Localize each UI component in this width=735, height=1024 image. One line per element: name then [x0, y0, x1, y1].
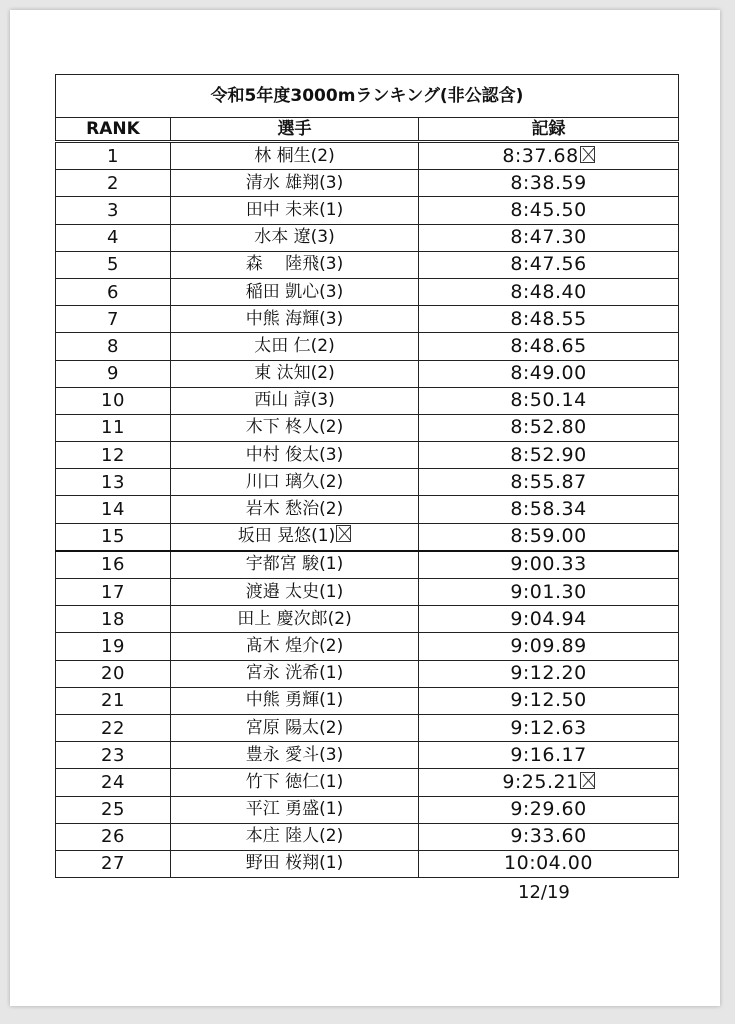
- record-cell: [419, 333, 679, 360]
- athlete-cell: [171, 496, 419, 523]
- athlete-name: 清水 雄翔(3): [245, 172, 344, 193]
- record-time: 9:12.20: [510, 662, 587, 685]
- record-cell: [419, 523, 679, 551]
- athlete-name: 竹下 徳仁(1): [245, 771, 344, 792]
- athlete-name: 中熊 勇輝(1): [245, 690, 344, 711]
- athlete-name: 太田 仁(2): [254, 335, 335, 356]
- rank-cell: 22: [56, 714, 171, 741]
- athlete-cell: [171, 579, 419, 606]
- record-cell: [419, 170, 679, 197]
- rank-cell: 11: [56, 414, 171, 441]
- record-cell: [419, 850, 679, 877]
- athlete-cell: [171, 796, 419, 823]
- table-row: [56, 197, 679, 224]
- athlete-cell: [171, 333, 419, 360]
- athlete-name: 渡邉 太史(1): [245, 581, 344, 602]
- athlete-cell: [171, 306, 419, 333]
- athlete-cell: [171, 251, 419, 278]
- athlete-cell: [171, 551, 419, 579]
- athlete-name: 林 桐生(2): [254, 145, 335, 166]
- rank-cell: 6: [56, 278, 171, 305]
- table-row: [56, 469, 679, 496]
- table-row: [56, 769, 679, 796]
- record-cell: [419, 306, 679, 333]
- table-row: [56, 251, 679, 278]
- record-time: 9:04.94: [510, 607, 587, 630]
- table-row: [56, 306, 679, 333]
- rank-cell: 14: [56, 496, 171, 523]
- table-row: [56, 606, 679, 633]
- rank-cell: 3: [56, 197, 171, 224]
- athlete-name: 野田 桜翔(1): [245, 853, 344, 874]
- record-time: 8:47.56: [510, 253, 587, 276]
- record-cell: [419, 823, 679, 850]
- athlete-cell: [171, 469, 419, 496]
- table-row: [56, 660, 679, 687]
- rank-cell: 9: [56, 360, 171, 387]
- title-row: [56, 75, 679, 118]
- athlete-name: 宮原 陽太(2): [245, 717, 344, 738]
- athlete-cell: [171, 170, 419, 197]
- record-cell: [419, 360, 679, 387]
- record-time: 9:16.17: [510, 743, 587, 766]
- record-time: 9:09.89: [510, 634, 587, 657]
- table-row: [56, 360, 679, 387]
- table-row: [56, 742, 679, 769]
- athlete-name: 川口 璃久(2): [245, 471, 344, 492]
- record-cell: [419, 796, 679, 823]
- record-time: 9:00.33: [510, 553, 587, 576]
- athlete-name: 中村 俊太(3): [245, 444, 344, 465]
- record-time: 8:52.90: [510, 443, 587, 466]
- table-row: [56, 142, 679, 170]
- record-cell: [419, 551, 679, 579]
- athlete-name: 田上 慶次郎(2): [237, 608, 352, 629]
- ranking-rows: [56, 142, 679, 878]
- athlete-cell: [171, 660, 419, 687]
- rank-cell: 27: [56, 850, 171, 877]
- record-cell: [419, 769, 679, 796]
- athlete-name: 本庄 陸人(2): [245, 826, 344, 847]
- table-row: [56, 523, 679, 551]
- athlete-cell: [171, 360, 419, 387]
- record-cell: [419, 579, 679, 606]
- record-time: 8:50.14: [510, 389, 587, 412]
- athlete-cell: [171, 823, 419, 850]
- record-cell: [419, 387, 679, 414]
- athlete-cell: [171, 742, 419, 769]
- record-time: 8:59.00: [510, 525, 587, 548]
- athlete-name: 森 陸飛(3): [245, 254, 344, 275]
- athlete-cell: [171, 224, 419, 251]
- boxed-x-mark-icon: [336, 525, 351, 542]
- table-title: 令和5年度3000mランキング(非公認含): [56, 75, 679, 118]
- record-cell: [419, 742, 679, 769]
- athlete-cell: [171, 142, 419, 170]
- table-row: [56, 170, 679, 197]
- rank-cell: 13: [56, 469, 171, 496]
- record-time: 8:48.65: [510, 334, 587, 357]
- record-time: 9:12.50: [510, 689, 587, 712]
- table-row: [56, 551, 679, 579]
- rank-cell: 12: [56, 442, 171, 469]
- table-row: [56, 224, 679, 251]
- rank-cell: 1: [56, 142, 171, 170]
- athlete-cell: [171, 633, 419, 660]
- record-cell: [419, 469, 679, 496]
- athlete-cell: [171, 606, 419, 633]
- ranking-table: [55, 74, 679, 878]
- page-number: 12/19: [518, 882, 570, 903]
- record-cell: [419, 714, 679, 741]
- rank-cell: 21: [56, 687, 171, 714]
- athlete-name: 稲田 凱心(3): [245, 281, 344, 302]
- record-time: 8:55.87: [510, 470, 587, 493]
- record-time: 9:12.63: [510, 716, 587, 739]
- boxed-x-mark-icon: [580, 772, 595, 789]
- document-page: [10, 10, 720, 1006]
- record-cell: [419, 278, 679, 305]
- athlete-header: 選手: [171, 118, 419, 142]
- rank-cell: 4: [56, 224, 171, 251]
- athlete-cell: [171, 278, 419, 305]
- rank-cell: 8: [56, 333, 171, 360]
- rank-cell: 23: [56, 742, 171, 769]
- athlete-cell: [171, 850, 419, 877]
- record-cell: [419, 224, 679, 251]
- athlete-name: 西山 諄(3): [254, 390, 335, 411]
- athlete-cell: [171, 523, 419, 551]
- table-row: [56, 442, 679, 469]
- record-cell: [419, 442, 679, 469]
- record-time: 8:58.34: [510, 498, 587, 521]
- table-row: [56, 414, 679, 441]
- rank-cell: 5: [56, 251, 171, 278]
- rank-cell: 18: [56, 606, 171, 633]
- athlete-name: 髙木 煌介(2): [245, 635, 344, 656]
- rank-cell: 20: [56, 660, 171, 687]
- athlete-name: 宇都宮 駿(1): [245, 554, 344, 575]
- table-row: [56, 496, 679, 523]
- record-cell: [419, 414, 679, 441]
- athlete-cell: [171, 414, 419, 441]
- athlete-name: 宮永 洸希(1): [245, 663, 344, 684]
- record-time: 8:48.40: [510, 280, 587, 303]
- record-time: 8:49.00: [510, 362, 587, 385]
- table-row: [56, 633, 679, 660]
- table-row: [56, 714, 679, 741]
- record-cell: [419, 197, 679, 224]
- record-time: 8:37.68: [502, 144, 579, 167]
- athlete-name: 岩木 愁治(2): [245, 499, 344, 520]
- rank-cell: 10: [56, 387, 171, 414]
- record-time: 8:48.55: [510, 307, 587, 330]
- record-cell: [419, 606, 679, 633]
- rank-cell: 17: [56, 579, 171, 606]
- table-row: [56, 278, 679, 305]
- rank-cell: 19: [56, 633, 171, 660]
- athlete-cell: [171, 769, 419, 796]
- athlete-name: 平江 勇盛(1): [245, 799, 344, 820]
- athlete-name: 中熊 海輝(3): [245, 308, 344, 329]
- record-cell: [419, 496, 679, 523]
- record-cell: [419, 660, 679, 687]
- athlete-name: 木下 柊人(2): [245, 417, 344, 438]
- rank-cell: 24: [56, 769, 171, 796]
- record-header: 記録: [419, 118, 679, 142]
- table-row: [56, 579, 679, 606]
- record-time: 8:45.50: [510, 198, 587, 221]
- athlete-name: 水本 遼(3): [254, 227, 335, 248]
- record-time: 8:52.80: [510, 416, 587, 439]
- rank-cell: 2: [56, 170, 171, 197]
- record-time: 8:38.59: [510, 171, 587, 194]
- athlete-cell: [171, 387, 419, 414]
- record-cell: [419, 251, 679, 278]
- athlete-name: 田中 未来(1): [245, 199, 344, 220]
- athlete-cell: [171, 687, 419, 714]
- table-row: [56, 333, 679, 360]
- record-cell: [419, 142, 679, 170]
- record-time: 9:33.60: [510, 825, 587, 848]
- table-row: [56, 850, 679, 877]
- rank-cell: 7: [56, 306, 171, 333]
- record-time: 9:29.60: [510, 798, 587, 821]
- table-row: [56, 687, 679, 714]
- rank-cell: 25: [56, 796, 171, 823]
- athlete-cell: [171, 197, 419, 224]
- rank-header: RANK: [56, 118, 171, 142]
- header-row: [56, 118, 679, 142]
- record-cell: [419, 687, 679, 714]
- athlete-cell: [171, 442, 419, 469]
- boxed-x-mark-icon: [580, 146, 595, 163]
- table-row: [56, 796, 679, 823]
- record-time: 10:04.00: [504, 852, 593, 875]
- athlete-name: 豊永 愛斗(3): [245, 744, 344, 765]
- record-time: 9:25.21: [502, 770, 579, 793]
- athlete-cell: [171, 714, 419, 741]
- athlete-name: 東 汰知(2): [254, 363, 335, 384]
- rank-cell: 26: [56, 823, 171, 850]
- rank-cell: 15: [56, 523, 171, 551]
- record-cell: [419, 633, 679, 660]
- rank-cell: 16: [56, 551, 171, 579]
- record-time: 9:01.30: [510, 580, 587, 603]
- record-time: 8:47.30: [510, 226, 587, 249]
- table-row: [56, 387, 679, 414]
- athlete-name: 坂田 晃悠(1): [237, 526, 336, 547]
- table-row: [56, 823, 679, 850]
